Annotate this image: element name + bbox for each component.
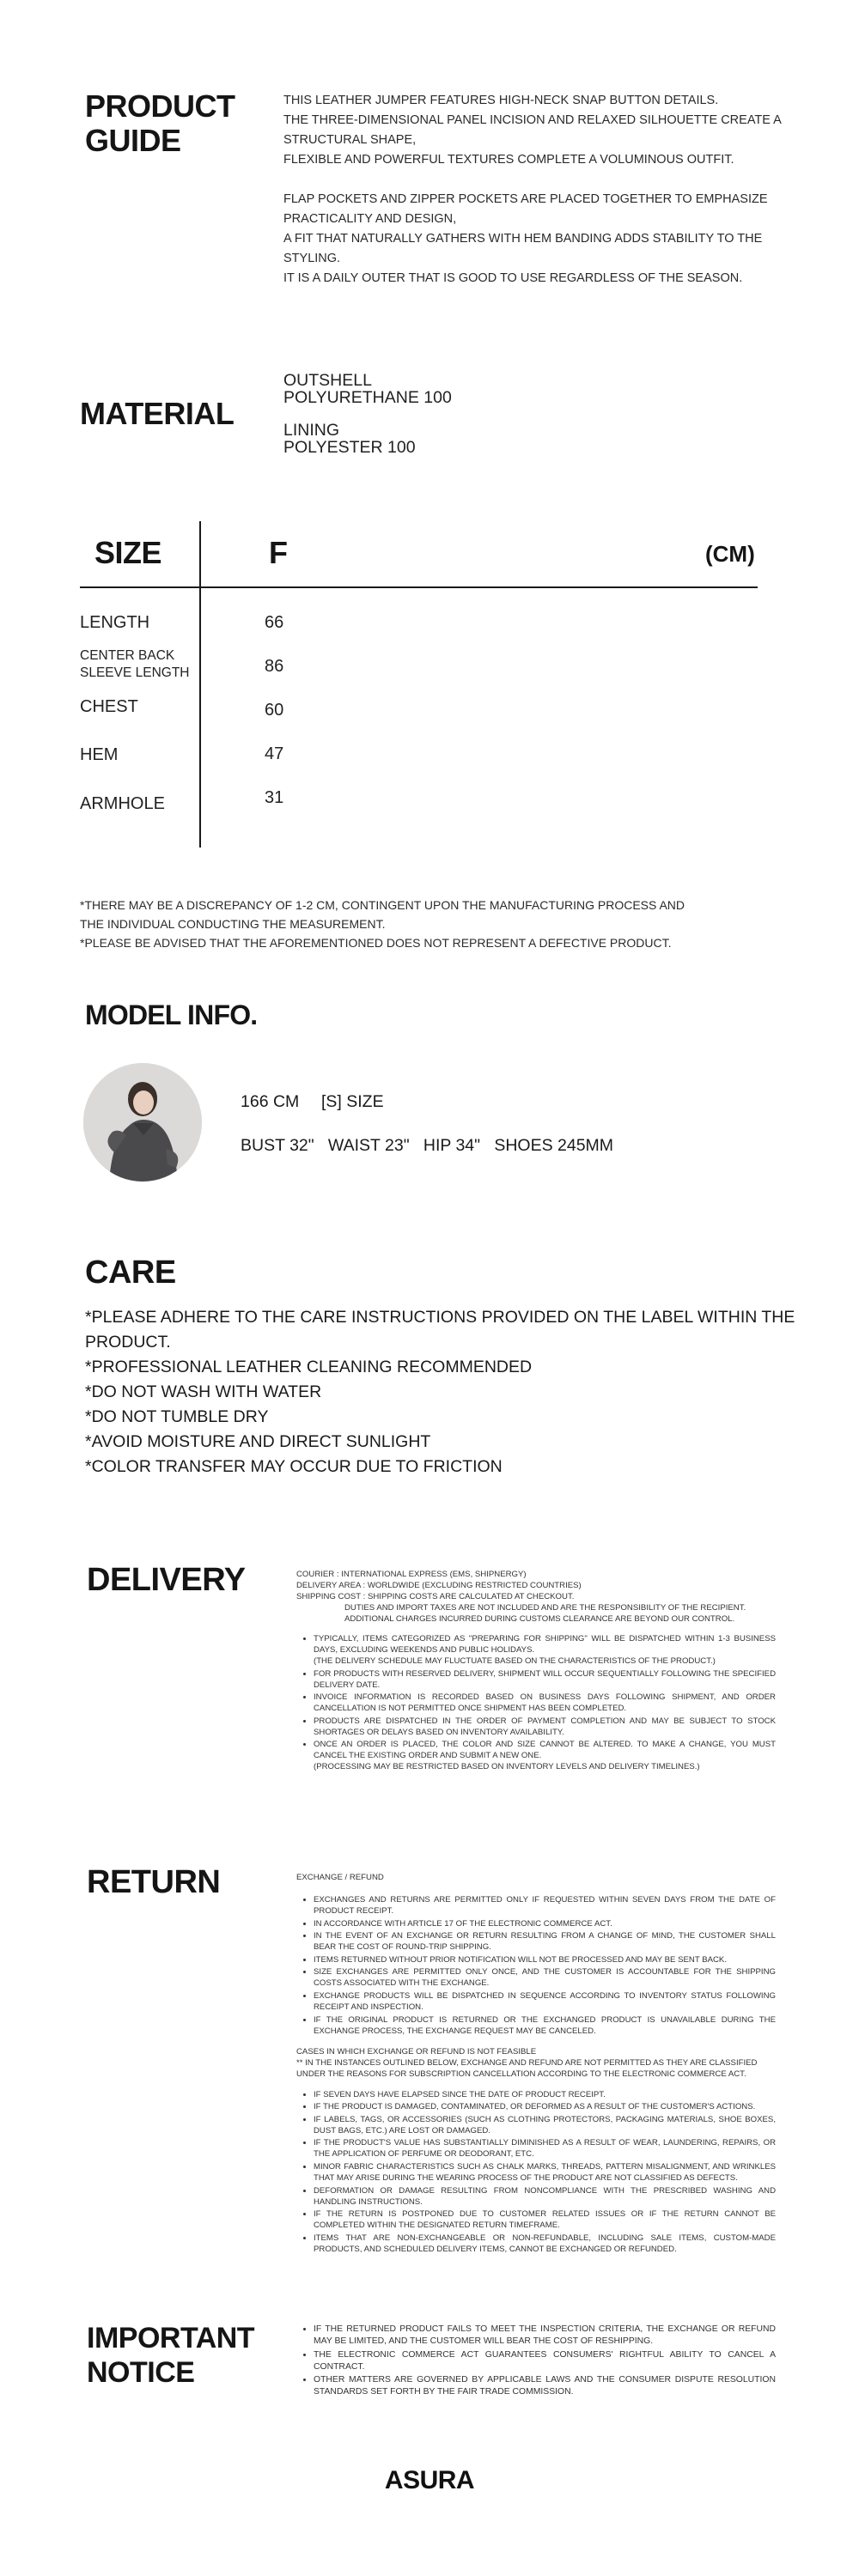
return-item: • SIZE EXCHANGES ARE PERMITTED ONLY ONCE, AND THE CUSTOMER IS ACCOUNTABLE FOR THE SHIPPING COSTS ASSOCIATED WITH THE EXCHANGE. [314,1966,776,1989]
size-row-hem-label: HEM [80,745,119,764]
delivery-list [296,1633,776,1772]
delivery-cost: SHIPPING COST : SHIPPING COSTS ARE CALCULATED AT CHECKOUT. [296,1592,575,1601]
delivery-title: DELIVERY [87,1562,246,1598]
return-case-item: • IF LABELS, TAGS, OR ACCESSORIES (SUCH AS CLOTHING PROTECTORS, PACKAGING MATERIALS, SHOE BOXES, DUST BAGS, ETC.) ARE LOST OR DAMAGED. [314,2114,776,2136]
model-info-title: MODEL INFO. [85,999,258,1030]
size-row-length-value: 66 [265,613,284,632]
delivery-item: • INVOICE INFORMATION IS RECORDED BASED ON BUSINESS DAYS FOLLOWING SHIPMENT, AND ORDER CANCELLATION IS NOT PERMITTED ONCE SHIPMENT HAS BEEN COMPLETED. [314,1692,776,1714]
model-photo [83,1063,202,1182]
return-case-item: • IF SEVEN DAYS HAVE ELAPSED SINCE THE DATE OF PRODUCT RECEIPT. [314,2089,776,2100]
model-measurements: BUST 32" WAIST 23" HIP 34" SHOES 245MM [241,1136,614,1155]
return-case-item: • DEFORMATION OR DAMAGE RESULTING FROM NONCOMPLIANCE WITH THE PRESCRIBED WASHING AND HANDLING INSTRUCTIONS. [314,2185,776,2208]
size-note-2: *PLEASE BE ADVISED THAT THE AFOREMENTIONED DOES NOT REPRESENT A DEFECTIVE PRODUCT. [80,936,672,950]
model-size: [S] SIZE [321,1092,384,1111]
size-title: SIZE [94,535,162,570]
return-item: • EXCHANGES AND RETURNS ARE PERMITTED ONLY IF REQUESTED WITHIN SEVEN DAYS FROM THE DATE OF PRODUCT RECEIPT. [314,1894,776,1917]
model-avatar [83,1063,202,1182]
material-outshell [283,372,452,406]
return-case-item: • MINOR FABRIC CHARACTERISTICS SUCH AS CHALK MARKS, THREADS, PATTERN MISALIGNMENT, AND WRINKLES THAT MAY ARISE DURING THE WEARING PROCESS OF THE PRODUCT ARE NOT CLASSIFIED AS DEFECTS. [314,2161,776,2184]
return-heading: EXCHANGE / REFUND [296,1873,384,1882]
material-lining-label: LINING [283,421,340,440]
care-item: *DO NOT WASH WITH WATER [85,1382,322,1401]
size-unit: (CM) [705,541,755,567]
care-title: CARE [85,1255,176,1291]
notice-list [296,2324,776,2398]
delivery-item: • ONCE AN ORDER IS PLACED, THE COLOR AND SIZE CANNOT BE ALTERED. TO MAKE A CHANGE, YOU MUST CANCEL THE EXISTING ORDER AND SUBMIT A NEW ONE. (PROCESSING MAY BE RESTRICTED BASED ON INVENTORY LEVELS AND DELIVERY TIMELINES.) [314,1739,776,1772]
size-row-hem-value: 47 [265,744,284,763]
return-case-item: • IF THE PRODUCT IS DAMAGED, CONTAMINATED, OR DEFORMED AS A RESULT OF THE CUSTOMER'S ACTIONS. [314,2101,776,2112]
size-table-horizontal-divider [80,586,758,588]
notice-item: • THE ELECTRONIC COMMERCE ACT GUARANTEES CONSUMERS' RIGHTFUL ABILITY TO CANCEL A CONTRACT. [314,2349,776,2373]
size-row-armhole-label: ARMHOLE [80,794,165,813]
size-row-sleeve-value: 86 [265,657,284,676]
delivery-item: • PRODUCTS ARE DISPATCHED IN THE ORDER OF PAYMENT COMPLETION AND MAY BE SUBJECT TO STOCK SHORTAGES OR DELAYS BASED ON INVENTORY AVAILABILITY. [314,1716,776,1738]
material-outshell-label: OUTSHELL [283,371,372,390]
material-lining-value: POLYESTER 100 [283,438,416,457]
delivery-cost-additional: ADDITIONAL CHARGES INCURRED DURING CUSTOMS CLEARANCE ARE BEYOND OUR CONTROL. [344,1614,735,1624]
delivery-item: • FOR PRODUCTS WITH RESERVED DELIVERY, SHIPMENT WILL OCCUR SEQUENTIALLY FOLLOWING THE SPECIFIED DELIVERY DATE. [314,1668,776,1691]
return-case-item: • IF THE PRODUCT'S VALUE HAS SUBSTANTIALLY DIMINISHED AS A RESULT OF WEAR, LAUNDERING, REPAIRS, OR THE APPLICATION OF PERFUME OR DEODORANT, ETC. [314,2137,776,2160]
return-item: • ITEMS RETURNED WITHOUT PRIOR NOTIFICATION WILL NOT BE PROCESSED AND MAY BE SENT BACK. [314,1954,776,1965]
product-guide-title: PRODUCT GUIDE [85,88,235,158]
delivery-courier: COURIER : INTERNATIONAL EXPRESS (EMS, SHIPNERGY) [296,1570,527,1579]
material-outshell-value: POLYURETHANE 100 [283,388,452,407]
return-list [296,1894,776,2037]
size-row-chest-label: CHEST [80,697,138,716]
notice-details [296,2324,776,2400]
material-title: MATERIAL [80,396,235,431]
notice-item: • OTHER MATTERS ARE GOVERNED BY APPLICABLE LAWS AND THE CONSUMER DISPUTE RESOLUTION STANDARDS SET FORTH BY THE FAIR TRADE COMMISSION. [314,2374,776,2398]
return-item: • IN ACCORDANCE WITH ARTICLE 17 OF THE ELECTRONIC COMMERCE ACT. [314,1918,776,1929]
return-item: • IN THE EVENT OF AN EXCHANGE OR RETURN RESULTING FROM A CHANGE OF MIND, THE CUSTOMER SHALL BEAR THE COST OF ROUND-TRIP SHIPPING. [314,1930,776,1953]
care-item: *PLEASE ADHERE TO THE CARE INSTRUCTIONS PROVIDED ON THE LABEL WITHIN THE PRODUCT. [85,1308,795,1352]
care-item: *PROFESSIONAL LEATHER CLEANING RECOMMENDED [85,1358,533,1376]
return-cases-heading: CASES IN WHICH EXCHANGE OR REFUND IS NOT FEASIBLE [296,2046,537,2057]
size-table-vertical-divider [199,521,201,848]
return-cases-note: ** IN THE INSTANCES OUTLINED BELOW, EXCHANGE AND REFUND ARE NOT PERMITTED AS THEY ARE CLASSIFIED UNDER THE REASONS FOR SUBSCRIPTION CANCELLATION ACCORDING TO THE ELECTRONIC COMMERCE ACT. [296,2057,758,2079]
material-lining [283,422,416,456]
care-list [85,1305,841,1479]
important-notice-title: IMPORTANT NOTICE [87,2322,255,2389]
brand-logo: ASURA [384,2466,475,2494]
return-case-item: • ITEMS THAT ARE NON-EXCHANGEABLE OR NON-REFUNDABLE, INCLUDING SALE ITEMS, CUSTOM-MADE PRODUCTS, AND SCHEDULED DELIVERY ITEMS, CANNOT BE EXCHANGED OR REFUNDED. [314,2233,776,2255]
return-cases-list [296,2089,776,2255]
delivery-cost-duties: DUTIES AND IMPORT TAXES ARE NOT INCLUDED AND ARE THE RESPONSIBILITY OF THE RECIPIENT. [344,1603,746,1613]
size-row-sleeve-label: CENTER BACK SLEEVE LENGTH [80,648,190,680]
size-column-header: F [269,535,288,570]
care-item: *COLOR TRANSFER MAY OCCUR DUE TO FRICTION [85,1457,503,1476]
product-guide-paragraph-2: FLAP POCKETS AND ZIPPER POCKETS ARE PLACED TOGETHER TO EMPHASIZE PRACTICALITY AND DESIGN, A FIT THAT NATURALLY GATHERS WITH HEM BANDING ADDS STABILITY TO THE STYLING. IT IS A DAILY OUTER THAT IS GOOD TO USE REGARDLESS OF THE SEASON. [283,192,768,285]
return-case-item: • IF THE RETURN IS POSTPONED DUE TO CUSTOMER RELATED ISSUES OR IF THE RETURN CANNOT BE COMPLETED WITHIN THE DESIGNATED RETURN TIMEFRAME. [314,2208,776,2231]
size-row-armhole-value: 31 [265,788,284,807]
care-item: *DO NOT TUMBLE DRY [85,1407,269,1426]
size-row-chest-value: 60 [265,701,284,720]
notice-item: • IF THE RETURNED PRODUCT FAILS TO MEET THE INSPECTION CRITERIA, THE EXCHANGE OR REFUND MAY BE LIMITED, AND THE CUSTOMER WILL BEAR THE COST OF RESHIPPING. [314,2324,776,2348]
care-item: *AVOID MOISTURE AND DIRECT SUNLIGHT [85,1432,431,1451]
return-details [296,1872,776,2256]
product-guide-paragraph-1: THIS LEATHER JUMPER FEATURES HIGH-NECK SNAP BUTTON DETAILS. THE THREE-DIMENSIONAL PANEL INCISION AND RELAXED SILHOUETTE CREATE A STRUCTURAL SHAPE, FLEXIBLE AND POWERFUL TEXTURES COMPLETE A VOLUMINOUS OUTFIT. [283,94,782,167]
model-height: 166 CM [241,1092,300,1111]
size-row-length-label: LENGTH [80,613,150,632]
return-title: RETURN [87,1864,221,1900]
delivery-area: DELIVERY AREA : WORLDWIDE (EXCLUDING RESTRICTED COUNTRIES) [296,1581,582,1590]
return-item: • EXCHANGE PRODUCTS WILL BE DISPATCHED IN SEQUENCE ACCORDING TO INVENTORY STATUS FOLLOWING RECEIPT AND INSPECTION. [314,1990,776,2013]
return-item: • IF THE ORIGINAL PRODUCT IS RETURNED OR THE EXCHANGED PRODUCT IS UNAVAILABLE DURING THE EXCHANGE PROCESS, THE EXCHANGE REQUEST MAY BE CANCELED. [314,2014,776,2037]
delivery-item: • TYPICALLY, ITEMS CATEGORIZED AS "PREPARING FOR SHIPPING" WILL BE DISPATCHED WITHIN 1-3 BUSINESS DAYS, EXCLUDING WEEKENDS AND PUBLIC HOLIDAYS. (THE DELIVERY SCHEDULE MAY FLUCTUATE BASED ON THE CHARACTERISTICS OF THE PRODUCT.) [314,1633,776,1667]
size-note-1: *THERE MAY BE A DISCREPANCY OF 1-2 CM, CONTINGENT UPON THE MANUFACTURING PROCESS AND THE INDIVIDUAL CONDUCTING THE MEASUREMENT. [80,898,685,931]
delivery-details [296,1569,776,1774]
